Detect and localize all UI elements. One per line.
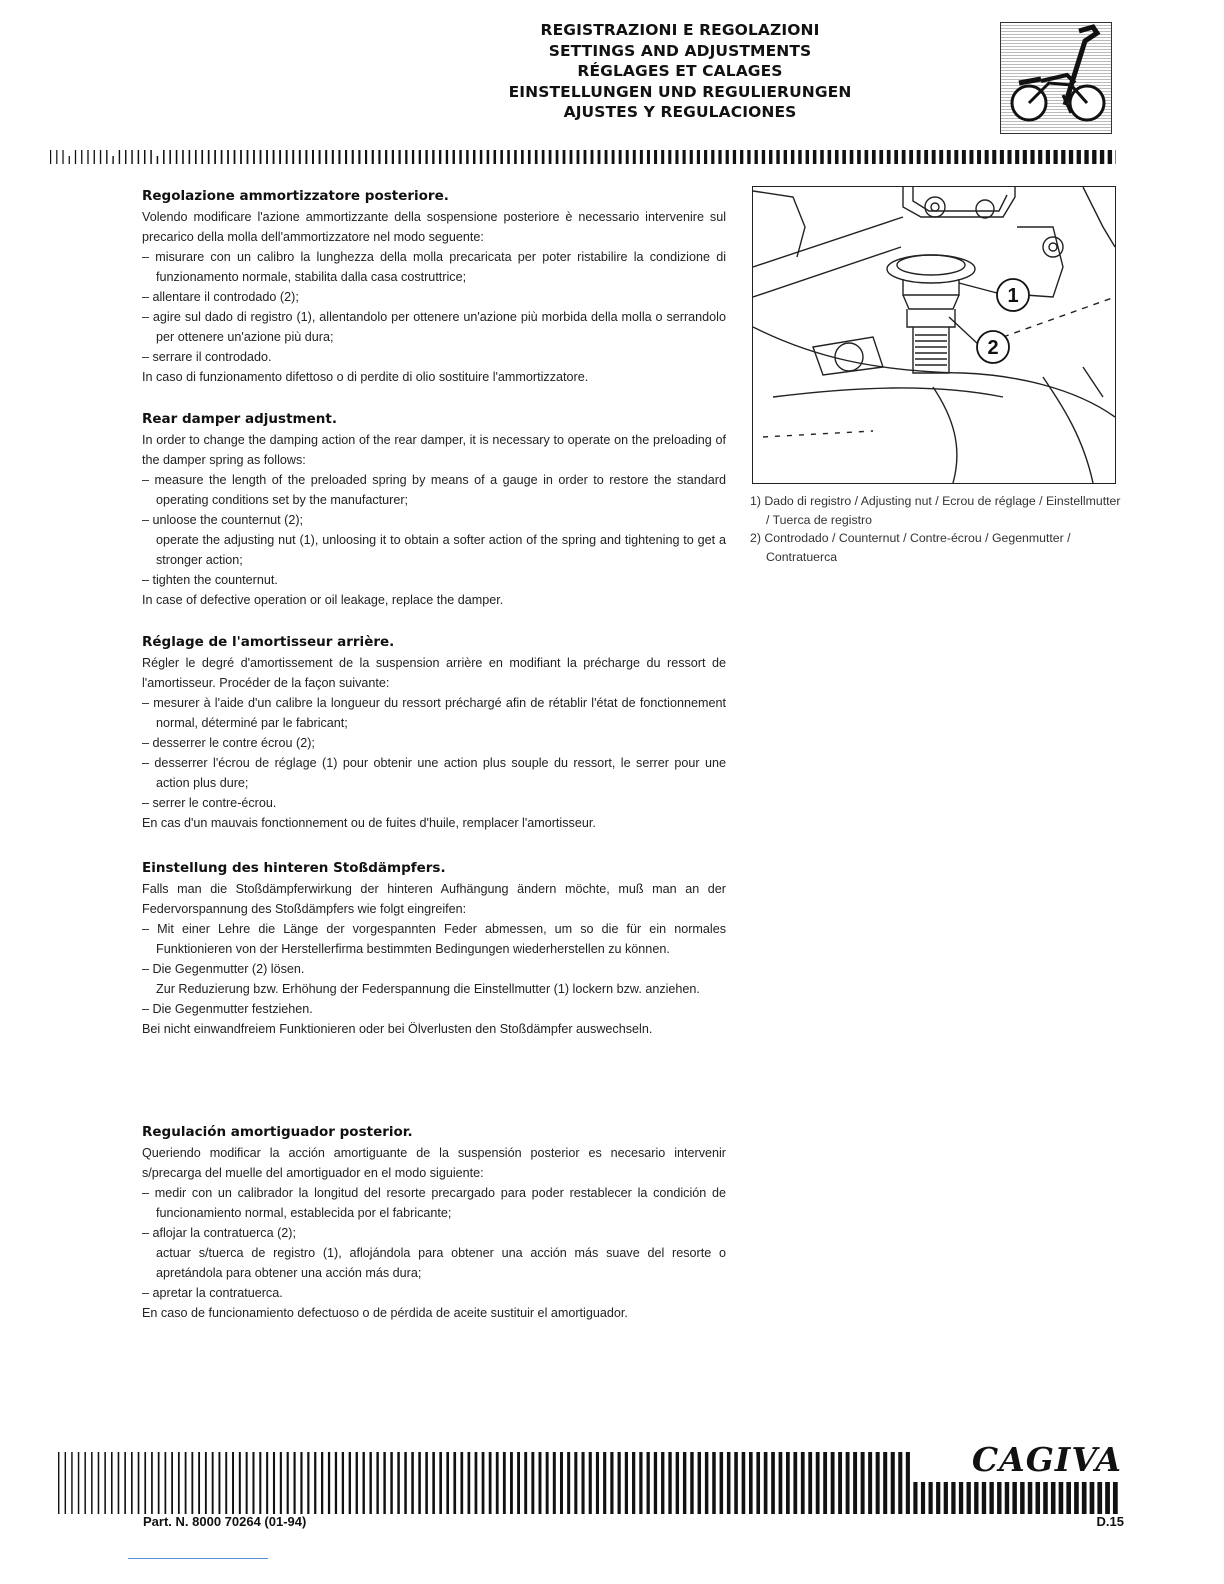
section-french	[142, 634, 726, 833]
section-heading: Regulación amortiguador posterior.	[142, 1124, 413, 1140]
paragraph: Régler le degré d'amortissement de la suspension arrière en modifiant la précharge du ressort de l'amortisseur. Procéder de la façon suivante:	[142, 656, 726, 690]
header-line-en: SETTINGS AND ADJUSTMENTS	[548, 41, 812, 60]
part-number: Part. N. 8000 70264 (01-94)	[143, 1514, 307, 1529]
callout-label-2: 2	[987, 337, 999, 359]
header-line-it: REGISTRAZIONI E REGOLAZIONI	[540, 21, 820, 39]
paragraph: Volendo modificare l'azione ammortizzante della sospensione posteriore è necessario intervenire sul precarico della molla dell'ammortizzatore nel modo seguente:	[142, 210, 726, 244]
list-item: – serrer le contre-écrou.	[142, 796, 277, 810]
list-item: – measure the length of the preloaded spring by means of a gauge in order to restore the standard operating conditions set by the manufacturer;	[142, 473, 726, 507]
list-item: operate the adjusting nut (1), unloosing it to obtain a softer action of the spring and tightening to get a stronger action;	[156, 533, 726, 567]
figure-captions	[750, 492, 1122, 566]
list-item: – desserrer l'écrou de réglage (1) pour obtenir une action plus souple du ressort, le serrer pour une action plus dure;	[142, 756, 726, 790]
list-item: – agire sul dado di registro (1), allentandolo per ottenere un'azione più morbida della molla o serrandolo per ottenere un'azione più dura;	[142, 310, 726, 344]
list-item: – desserrer le contre écrou (2);	[142, 736, 315, 750]
list-item: actuar s/tuerca de registro (1), aflojándola para obtener una acción más suave del resorte o apretándola para obtener una acción más dura;	[156, 1246, 726, 1280]
section-spanish	[142, 1124, 726, 1323]
paragraph: In case of defective operation or oil leakage, replace the damper.	[142, 593, 504, 607]
header-line-fr: RÉGLAGES ET CALAGES	[577, 62, 783, 80]
motorcycle-wrench-icon	[1000, 22, 1112, 134]
header-line-de: EINSTELLUNGEN UND REGULIERUNGEN	[508, 82, 852, 101]
list-item: Zur Reduzierung bzw. Erhöhung der Federspannung die Einstellmutter (1) lockern bzw. anziehen.	[156, 982, 700, 996]
list-item: – tighten the counternut.	[142, 573, 278, 587]
list-item: – allentare il controdado (2);	[142, 290, 299, 304]
list-item: – Die Gegenmutter (2) lösen.	[142, 962, 305, 976]
header-line-es: AJUSTES Y REGULACIONES	[563, 103, 797, 121]
paragraph: Bei nicht einwandfreiem Funktionieren oder bei Ölverlusten den Stoßdämpfer auswechseln.	[142, 1022, 653, 1036]
rear-damper-figure	[752, 186, 1116, 484]
caption-item: 2) Controdado / Counternut / Contre-écrou / Gegenmutter / Contratuerca	[750, 531, 1071, 564]
list-item: – aflojar la contratuerca (2);	[142, 1226, 296, 1240]
cagiva-logo: CAGIVA	[912, 1443, 1122, 1477]
paragraph: En caso de funcionamiento defectuoso o de pérdida de aceite sustituir el amortiguador.	[142, 1306, 628, 1320]
list-item: – mesurer à l'aide d'un calibre la longueur du ressort préchargé afin de rétablir l'état de fonctionnement normal, déterminé par le fabricant;	[142, 696, 726, 730]
list-item: – serrare il controdado.	[142, 350, 272, 364]
list-item: – medir con un calibrador la longitud del resorte precargado para poder restablecer la condición de funcionamiento normal, establecida por el fabricante;	[142, 1186, 726, 1220]
paragraph: In caso di funzionamento difettoso o di perdite di olio sostituire l'ammortizzatore.	[142, 370, 589, 384]
page-header	[380, 20, 980, 123]
paragraph: Queriendo modificar la acción amortiguante de la suspensión posterior es necesario intervenir s/precarga del muelle del amortiguador en el modo siguiente:	[142, 1146, 726, 1180]
tick-rule	[50, 150, 1116, 164]
list-item: – unloose the counternut (2);	[142, 513, 304, 527]
footer-rule	[128, 1558, 268, 1559]
page-number: D.15	[1096, 1514, 1124, 1529]
callout-label-1: 1	[1007, 285, 1019, 307]
section-heading: Rear damper adjustment.	[142, 411, 337, 427]
paragraph: Falls man die Stoßdämpferwirkung der hinteren Aufhängung ändern möchte, muß man an der Federvorspannung des Stoßdämpfers wie folgt eingreifen:	[142, 882, 726, 916]
section-italian	[142, 188, 726, 387]
section-heading: Einstellung des hinteren Stoßdämpfers.	[142, 860, 446, 876]
list-item: – Die Gegenmutter festziehen.	[142, 1002, 313, 1016]
list-item: – misurare con un calibro la lunghezza della molla precaricata per poter ristabilire la condizione di funzionamento normale, stabilita dalla casa costruttrice;	[142, 250, 726, 284]
paragraph: En cas d'un mauvais fonctionnement ou de fuites d'huile, remplacer l'amortisseur.	[142, 816, 596, 830]
section-english	[142, 411, 726, 610]
section-heading: Réglage de l'amortisseur arrière.	[142, 634, 395, 650]
caption-item: 1) Dado di registro / Adjusting nut / Ecrou de réglage / Einstellmutter / Tuerca de registro	[750, 494, 1121, 527]
list-item: – Mit einer Lehre die Länge der vorgespannten Feder abmessen, um so die für ein normales Funktionieren von der Herstellerfirma bestimmten Bedingungen wiederherstellen zu können.	[142, 922, 726, 956]
paragraph: In order to change the damping action of the rear damper, it is necessary to operate on the preloading of the damper spring as follows:	[142, 433, 726, 467]
section-heading: Regolazione ammortizzatore posteriore.	[142, 188, 449, 204]
list-item: – apretar la contratuerca.	[142, 1286, 283, 1300]
section-german	[142, 860, 726, 1039]
